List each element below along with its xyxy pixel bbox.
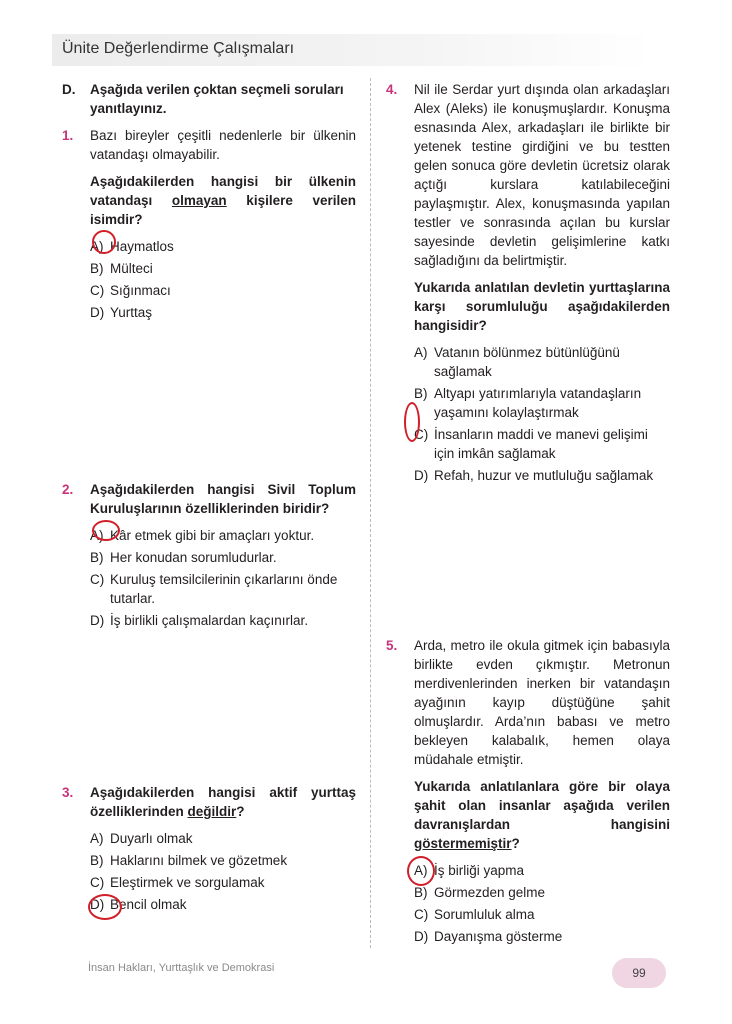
emphasis: değildir: [187, 804, 237, 819]
option-a[interactable]: A) Kâr etmek gibi bir amaçları yoktur.: [90, 528, 315, 543]
question-intro: Arda, metro ile okula gitmek için babasıyla birlikte evden çıkmıştır. Metronun merdivenlerinden inerken bir vatandaşın ayağının kayıp düştüğüne şahit olmuşlardır. Arda’nın babası ve metro bekleyen kalabalık, hemen olaya müdahale etmiştir.: [414, 638, 670, 767]
page-number-badge: [612, 958, 666, 988]
column-divider: [370, 78, 371, 948]
page-number: 99: [632, 966, 646, 980]
emphasis: olmayan: [171, 193, 227, 208]
option-a[interactable]: A) İş birliği yapma: [414, 863, 525, 878]
option-d[interactable]: D) Dayanışma gösterme: [414, 929, 563, 944]
answer-mark-circle: [92, 230, 116, 254]
header-title: Ünite Değerlendirme Çalışmaları: [62, 40, 295, 57]
emphasis: göstermemiştir: [414, 836, 512, 851]
option-c[interactable]: C) Sorumluluk alma: [414, 907, 535, 922]
question-number: 2.: [62, 482, 74, 497]
option-c[interactable]: C) Sığınmacı: [90, 283, 171, 298]
section-letter: D.: [62, 82, 76, 97]
option-d[interactable]: D) Bencil olmak: [90, 897, 187, 912]
option-b[interactable]: B) Mülteci: [90, 261, 153, 276]
answer-mark-circle: [88, 894, 122, 920]
question-stem: Aşağıdakilerden hangisi aktif yurttaş özelliklerinden değildir?: [90, 785, 356, 819]
question-number: 5.: [386, 638, 398, 653]
section-instruction: Aşağıda verilen çoktan seçmeli soruları yanıtlayınız.: [90, 82, 344, 116]
question-2: [62, 480, 356, 630]
question-number: 4.: [386, 82, 398, 97]
question-intro: Nil ile Serdar yurt dışında olan arkadaşları Alex (Aleks) ile konuşmuşlardır. Konuşma esnasında Alex, arkadaşları ile birlikte bir yetenek testine girdiğini ve bu testten gelen sonuca göre devletin ücretsiz olarak açtığı kurslara katılabileceğini paylaşmıştır. Alex, konuşmasında yapılan testler ve sonrasında açılan bu kurslar sayesinde devletin gelişimlerine katkı sağladığını da belirtmiştir.: [414, 82, 670, 268]
option-a[interactable]: A) Haymatlos: [90, 239, 174, 254]
question-stem: Yukarıda anlatılan devletin yurttaşlarına karşı sorumluluğu aşağıdakilerden hangisidir?: [414, 280, 670, 333]
question-intro: Bazı bireyler çeşitli nedenlerle bir ülkenin vatandaşı olmayabilir.: [90, 128, 356, 162]
footer-book-title: İnsan Hakları, Yurttaşlık ve Demokrasi: [88, 962, 275, 974]
option-c[interactable]: C) İnsanların maddi ve manevi gelişimi için imkân sağlamak: [414, 427, 648, 461]
option-b[interactable]: B) Altyapı yatırımlarıyla vatandaşların yaşamını kolaylaştırmak: [414, 386, 642, 420]
answer-mark-circle: [404, 402, 420, 442]
question-4: [386, 80, 670, 485]
answer-mark-circle: [92, 520, 120, 541]
option-d[interactable]: D) İş birlikli çalışmalardan kaçınırlar.: [90, 613, 309, 628]
option-d[interactable]: D) Refah, huzur ve mutluluğu sağlamak: [414, 468, 654, 483]
option-c[interactable]: C) Eleştirmek ve sorgulamak: [90, 875, 265, 890]
question-stem: Yukarıda anlatılanlara göre bir olaya şahit olan insanlar aşağıda verilen davranışlardan hangisini göstermemiştir?: [414, 779, 670, 851]
question-number: 1.: [62, 128, 74, 143]
option-b[interactable]: B) Görmezden gelme: [414, 885, 546, 900]
option-a[interactable]: A) Duyarlı olmak: [90, 831, 193, 846]
question-number: 3.: [62, 785, 74, 800]
section-heading: [62, 80, 356, 118]
question-stem: Aşağıdakilerden hangisi Sivil Toplum Kuruluşlarının özelliklerinden biridir?: [90, 482, 356, 516]
question-5: [386, 636, 670, 946]
question-stem: Aşağıdakilerden hangisi bir ülkenin vatandaşı olmayan kişilere verilen isimdir?: [90, 174, 356, 227]
option-d[interactable]: D) Yurttaş: [90, 305, 153, 320]
option-c[interactable]: C) Kuruluş temsilcilerinin çıkarlarını önde tutarlar.: [90, 572, 338, 606]
option-b[interactable]: B) Haklarını bilmek ve gözetmek: [90, 853, 288, 868]
question-1: [62, 126, 356, 322]
answer-mark-circle: [407, 856, 435, 886]
option-b[interactable]: B) Her konudan sorumludurlar.: [90, 550, 277, 565]
page-header: [52, 34, 652, 66]
option-a[interactable]: A) Vatanın bölünmez bütünlüğünü sağlamak: [414, 345, 620, 379]
